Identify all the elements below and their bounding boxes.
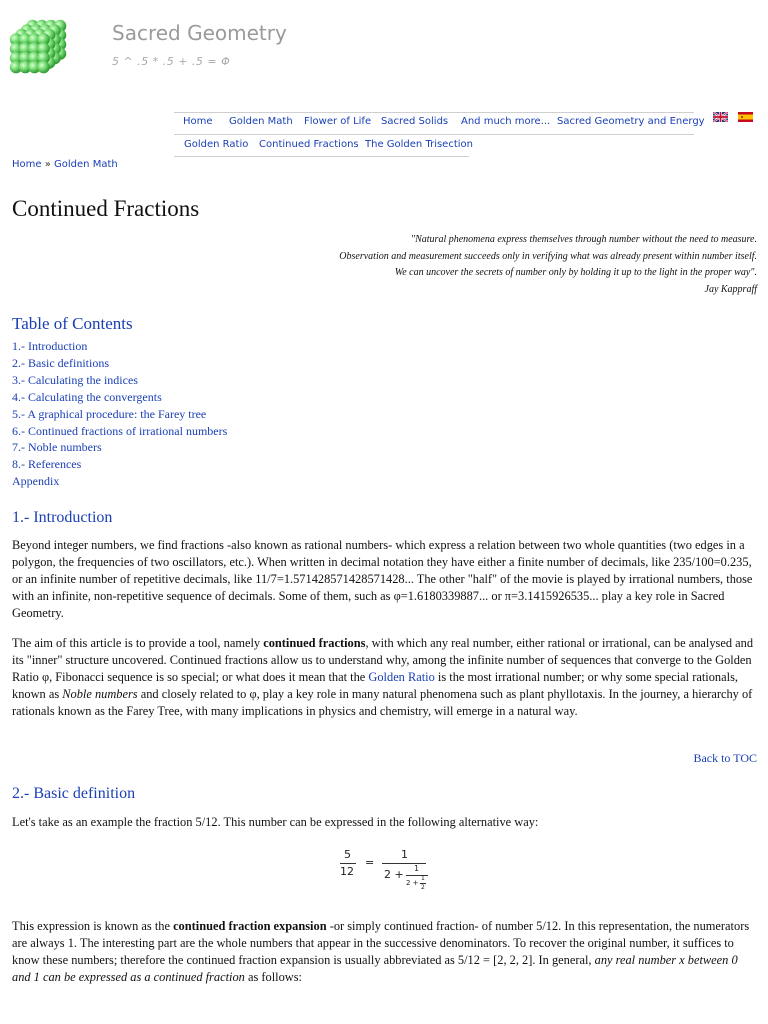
page-title: Continued Fractions: [12, 196, 200, 221]
intro-paragraph-1: Beyond integer numbers, we find fractions -also known as rational numbers- which express a relation between two whole quantities (two edges in a polygon, the frequencies of two oscillators, etc.). When written in decimal notation they have either a finite number of decimals, like 235/100=0.235, or an infinite number of repetitive decimals, like 11/7=1.571428571428571428... The other "half" of the movie is played by irrational numbers, those with an infinite, non-repetitive sequence of decimals. Some of them, such as φ=1.6180339887... or π=3.1415926535... play a key role in Sacred Geometry.: [12, 538, 753, 620]
submenu-item-golden-ratio[interactable]: Golden Ratio: [184, 139, 249, 150]
italic-term: Noble numbers: [62, 687, 138, 701]
formula-one: 1: [414, 864, 420, 873]
toc-link-farey-tree[interactable]: 5.- A graphical procedure: the Farey tree: [12, 406, 207, 421]
toc-link-calculating-convergents[interactable]: 4.- Calculating the convergents: [12, 389, 162, 404]
italic-term: any real number x between 0 and 1 can be expressed as a continued fraction: [12, 953, 738, 984]
toc-link-basic-definitions[interactable]: 2.- Basic definitions: [12, 355, 109, 370]
menu-item-home[interactable]: Home: [183, 116, 213, 127]
quote-author: Jay Kappraff: [704, 283, 757, 295]
menu-item-flower-of-life[interactable]: Flower of Life: [304, 116, 372, 127]
basic-paragraph-2: [12, 918, 758, 986]
menu-item-sacred-solids[interactable]: Sacred Solids: [381, 116, 449, 127]
formula-numerator: 5: [344, 848, 351, 861]
section-heading-introduction: 1.- Introduction: [12, 509, 113, 526]
submenu-item-continued-fractions[interactable]: Continued Fractions: [259, 139, 359, 150]
basic-paragraph-1: Let's take as an example the fraction 5/12. This number can be expressed in the following alternative way:: [12, 815, 539, 829]
text-span: , with which any real number, either rational or irrational, can be analysed and its "inner" structure uncovered. Continued fractions allow us to understand why, among the infinite number of sequences that converge to the Golden Ratio φ, Fibonacci sequence is so special; or what does it mean that the: [12, 636, 754, 684]
formula-two: 2: [421, 884, 425, 891]
breadcrumb-home[interactable]: Home: [12, 159, 42, 170]
text-span: The aim of this article is to provide a tool, namely: [12, 636, 264, 650]
back-to-toc-link[interactable]: Back to TOC: [693, 751, 757, 765]
text-span: as follows:: [244, 970, 302, 984]
menu-item-golden-math[interactable]: Golden Math: [229, 116, 293, 127]
site-subtitle: 5 ^ .5 * .5 + .5 = Φ: [112, 55, 231, 68]
toc-link-references[interactable]: 8.- References: [12, 457, 82, 472]
quote-line: Observation and measurement succeeds only in verifying what was already present within number itself.: [339, 250, 757, 262]
toc-link-calculating-indices[interactable]: 3.- Calculating the indices: [12, 372, 138, 387]
toc-link-irrational-numbers[interactable]: 6.- Continued fractions of irrational numbers: [12, 423, 228, 438]
english-flag-icon[interactable]: [713, 112, 728, 122]
text-span: and closely related to φ, play a key role in many natural phenomena such as plant phyllotaxis. In the journey, a hierarchy of rationals known as the Farey Tree, with many implications in physics and chemistry, will emerge in a natural way.: [12, 687, 753, 718]
continued-fraction-formula: [336, 846, 436, 896]
text-span: This expression is known as the: [12, 919, 174, 933]
section-heading-basic-definition: 2.- Basic definition: [12, 785, 136, 802]
submenu-item-golden-trisection[interactable]: The Golden Trisection: [365, 139, 473, 150]
sphere-cube-logo[interactable]: [6, 10, 92, 90]
toc-link-introduction[interactable]: 1.- Introduction: [12, 339, 88, 353]
menu-item-sacred-geometry-energy[interactable]: Sacred Geometry and Energy: [557, 116, 705, 127]
quote-line: "Natural phenomena express themselves through number without the need to measure.: [410, 234, 757, 245]
menu-item-much-more[interactable]: And much more...: [461, 116, 551, 127]
menu-divider-middle: [174, 134, 694, 135]
breadcrumb-golden-math[interactable]: Golden Math: [54, 159, 118, 170]
logo-sphere: [37, 61, 49, 73]
toc-list: [12, 338, 227, 490]
quote-line: We can uncover the secrets of number only by holding it up to the light in the proper way".: [394, 267, 757, 278]
breadcrumb: [12, 159, 118, 170]
formula-denominator: 12: [340, 865, 354, 878]
bold-term: continued fractions: [263, 636, 366, 650]
formula-one: 1: [421, 875, 425, 882]
text-span: is the most irrational number; or why some special rationals, known as: [12, 670, 738, 701]
toc-link-noble-numbers[interactable]: 7.- Noble numbers: [12, 440, 102, 455]
fraction-bar: [340, 863, 356, 864]
formula-two-plus: 2 +: [406, 879, 419, 887]
golden-ratio-link[interactable]: Golden Ratio: [368, 670, 435, 684]
intro-paragraph-2: [12, 635, 758, 720]
formula-one: 1: [401, 848, 408, 861]
toc-link-appendix[interactable]: Appendix: [12, 474, 60, 489]
fraction-bar: [382, 863, 426, 864]
formula-equals: =: [365, 856, 375, 869]
toc-heading: Table of Contents: [12, 314, 133, 333]
formula-two-plus: 2 +: [384, 868, 404, 881]
site-title[interactable]: Sacred Geometry: [112, 21, 287, 45]
text-span: -or simply continued fraction- of number 5/12. In this representation, the numerators are always 1. The interesting part are the whole numbers that appear in the successive denominators. To recover the original number, it suffices to know these numbers; therefore the continued fraction expansion is usually abbreviated as 5/12 = [2, 2, 2]. In general,: [12, 919, 750, 967]
spanish-flag-icon[interactable]: [738, 112, 753, 122]
menu-divider-top: [174, 112, 694, 113]
epigraph-quote: [339, 232, 757, 298]
breadcrumb-separator: »: [44, 159, 51, 170]
menu-divider-bottom: [174, 156, 469, 157]
bold-term: continued fraction expansion: [173, 919, 327, 933]
